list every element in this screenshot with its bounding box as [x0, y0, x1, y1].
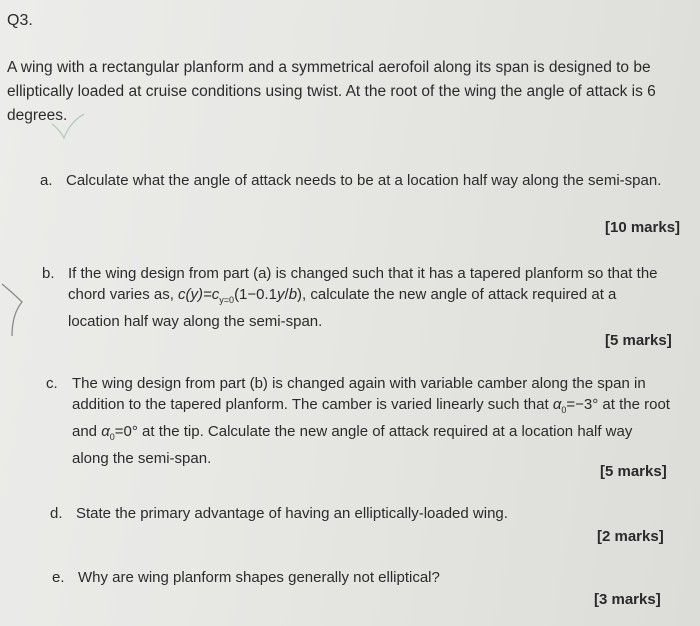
part-b-formula-close: ) — [297, 286, 303, 303]
part-c-alpha-tip-value: =0° at the tip. Calculate the new angle of attack required at a location half way along the semi-span. — [72, 423, 633, 467]
part-b-label: b. — [42, 265, 55, 282]
part-b-formula-y: y — [277, 286, 285, 303]
part-a-marks: [10 marks] — [605, 219, 681, 236]
part-c-alpha-tip: α — [101, 423, 110, 440]
part-c-marks: [5 marks] — [600, 463, 667, 480]
part-b-formula-slash: / — [284, 286, 289, 303]
part-e-text: Why are wing planform shapes generally not elliptical? — [78, 569, 440, 586]
part-c-label: c. — [46, 375, 58, 392]
part-b-formula-sub: y=0 — [219, 295, 235, 305]
part-d-label: d. — [50, 505, 63, 522]
part-a-text: Calculate what the angle of attack needs to be at a location half way along the semi-span. — [66, 172, 662, 189]
part-e-label: e. — [52, 569, 65, 586]
part-c-alpha-tip-sub: 0 — [109, 432, 115, 442]
part-b-formula-after: (1−0.1 — [234, 286, 278, 303]
part-c-alpha-root-value: =−3° at the root and — [72, 396, 670, 440]
part-c-text — [72, 373, 672, 469]
part-c-alpha-root: α — [552, 396, 562, 413]
part-d-marks: [2 marks] — [597, 528, 664, 545]
part-a-label: a. — [40, 172, 53, 189]
question-intro: A wing with a rectangular planform and a symmetrical aerofoil along its span is designed to be elliptically loaded at cruise conditions using twist. At the root of the wing the angle of attack is 6 degrees. — [7, 59, 656, 124]
part-b-marks: [5 marks] — [605, 332, 672, 349]
question-number: Q3. — [7, 12, 33, 29]
part-d-text: State the primary advantage of having an elliptically-loaded wing. — [76, 505, 508, 522]
part-c-text-1: The wing design from part (b) is changed again with variable camber along the span in addition to the tapered planform. The camber is varied linearly such that — [72, 375, 646, 413]
part-c-alpha-root-sub: 0 — [561, 405, 567, 415]
part-b-text-after: , calculate the new angle of attack required at a location half way along the semi-span. — [68, 286, 617, 330]
part-b-text-before: If the wing design from part (a) is changed such that it has a tapered planform so that the chord varies as, — [68, 265, 658, 303]
part-b-formula: c(y)=c — [178, 286, 220, 303]
pen-bracket-mark — [0, 280, 40, 340]
part-b-formula-b: b — [288, 286, 298, 303]
part-b-text — [68, 263, 670, 332]
part-e-marks: [3 marks] — [594, 591, 661, 608]
